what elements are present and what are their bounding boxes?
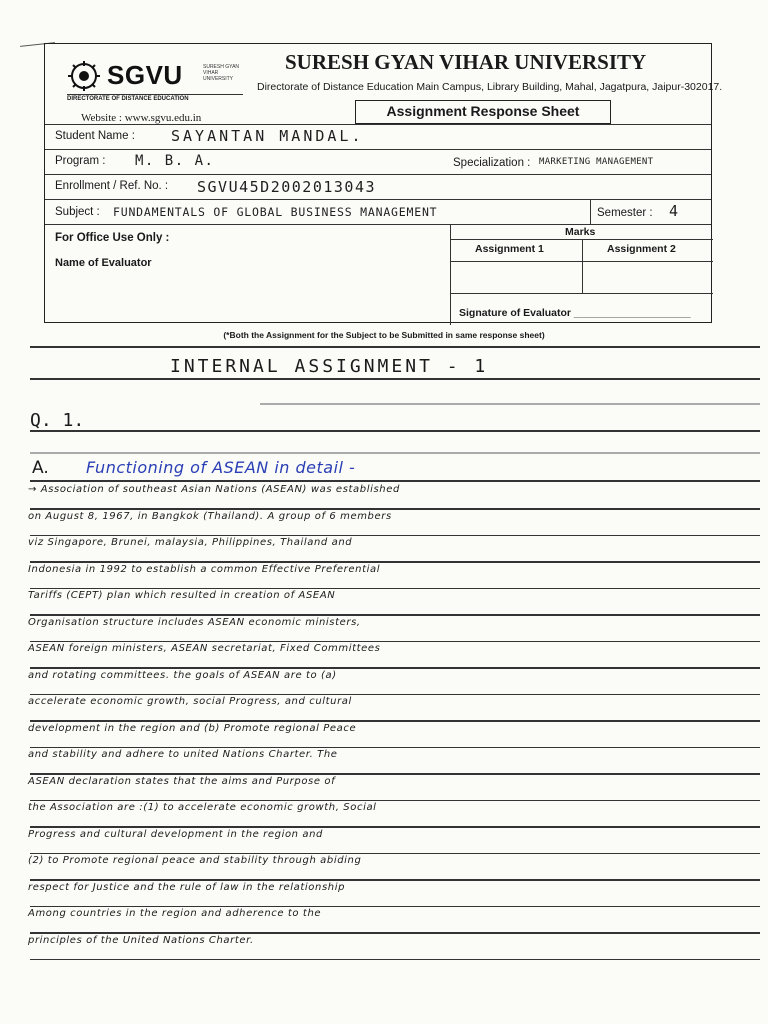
ruled-line xyxy=(30,561,760,563)
answer-line: ASEAN foreign ministers, ASEAN secretariat, Fixed Committees xyxy=(28,643,381,654)
answer-line: → Association of southeast Asian Nations (ASEAN) was established xyxy=(28,484,400,495)
answer-line: principles of the United Nations Charter. xyxy=(28,934,254,946)
ruled-line xyxy=(30,588,760,590)
semester-label: Semester : xyxy=(597,207,653,219)
enrollment-label: Enrollment / Ref. No. : xyxy=(55,180,169,192)
university-title: SURESH GYAN VIHAR UNIVERSITY xyxy=(285,50,647,74)
logo-subtitle: DIRECTORATE OF DISTANCE EDUCATION xyxy=(67,94,243,102)
ruled-line xyxy=(30,826,760,828)
ruled-line xyxy=(30,932,760,934)
ruled-line xyxy=(30,747,760,749)
student-name-label: Student Name : xyxy=(55,130,135,142)
ruled-line xyxy=(30,694,760,696)
answer-line: Among countries in the region and adherence to the xyxy=(28,908,322,919)
ruled-line xyxy=(30,614,760,616)
ruled-line xyxy=(30,853,760,855)
answer-line: development in the region and (b) Promote regional Peace xyxy=(28,722,357,734)
answer-line: on August 8, 1967, in Bangkok (Thailand). A group of 6 members xyxy=(28,510,392,522)
office-use-row xyxy=(45,224,711,324)
assignment1-label: Assignment 1 xyxy=(475,243,544,255)
assignment-title: INTERNAL ASSIGNMENT - 1 xyxy=(170,356,489,377)
sheet-title: Assignment Response Sheet xyxy=(355,100,611,124)
ruled-line xyxy=(30,641,760,643)
office-use-label: For Office Use Only : xyxy=(55,232,170,244)
enrollment-value: SGVU45D2002013043 xyxy=(197,178,377,196)
question-number: Q. 1. xyxy=(30,410,85,431)
ruled-line xyxy=(30,906,760,908)
answer-line: Progress and cultural development in the region and xyxy=(28,828,323,840)
logo-caption: SURESH GYAN VIHAR UNIVERSITY xyxy=(203,64,240,82)
university-logo xyxy=(65,56,245,116)
answer-line: (2) to Promote regional peace and stability through abiding xyxy=(28,855,362,866)
ruled-line xyxy=(30,535,760,537)
website-text: Website : www.sgvu.edu.in xyxy=(81,112,202,124)
ruled-line xyxy=(30,773,760,775)
submission-note: (*Both the Assignment for the Subject to be Submitted in same response sheet) xyxy=(223,330,545,340)
answer-heading: Functioning of ASEAN in detail - xyxy=(86,458,356,477)
marks-label: Marks xyxy=(565,226,596,238)
program-label: Program : xyxy=(55,155,106,167)
semester-value: 4 xyxy=(669,202,680,220)
ruled-line xyxy=(30,879,760,881)
subject-label: Subject : xyxy=(55,206,100,218)
emblem-icon xyxy=(65,60,103,92)
directorate-address: Directorate of Distance Education Main Campus, Library Building, Mahal, Jagatpura, Jaipur-302017. xyxy=(257,81,723,93)
answer-line: accelerate economic growth, social Progress, and cultural xyxy=(28,696,352,707)
specialization-label: Specialization : xyxy=(453,157,531,169)
response-form xyxy=(44,43,723,323)
ruled-line xyxy=(30,959,760,961)
student-name-value: SAYANTAN MANDAL. xyxy=(171,127,364,145)
ruled-line xyxy=(30,508,760,510)
answer-line: viz Singapore, Brunei, malaysia, Philippines, Thailand and xyxy=(28,537,353,548)
ruled-line xyxy=(30,667,760,669)
signature-label: Signature of Evaluator ____________________ xyxy=(459,307,691,319)
answer-line: and rotating committees. the goals of ASEAN are to (a) xyxy=(28,669,337,681)
student-name-row xyxy=(45,124,711,149)
logo-wordmark: SGVU xyxy=(107,60,183,90)
subject-value: FUNDAMENTALS OF GLOBAL BUSINESS MANAGEMENT xyxy=(113,205,438,219)
program-value: M. B. A. xyxy=(135,153,215,169)
answer-marker: A. xyxy=(32,458,49,478)
enrollment-row xyxy=(45,174,711,199)
answer-line: Indonesia in 1992 to establish a common Effective Preferential xyxy=(28,563,381,575)
answer-line: respect for Justice and the rule of law in the relationship xyxy=(28,881,346,893)
subject-row xyxy=(45,199,711,224)
ruled-line xyxy=(30,800,760,802)
answer-line: and stability and adhere to united Nations Charter. The xyxy=(28,749,338,760)
assignment2-label: Assignment 2 xyxy=(607,243,676,255)
form-header xyxy=(45,44,723,126)
answer-line: the Association are :(1) to accelerate economic growth, Social xyxy=(28,802,377,813)
evaluator-label: Name of Evaluator xyxy=(55,257,152,269)
answer-line: Organisation structure includes ASEAN economic ministers, xyxy=(28,616,361,628)
answer-line: Tariffs (CEPT) plan which resulted in creation of ASEAN xyxy=(28,590,336,601)
ruled-line xyxy=(30,720,760,722)
program-row xyxy=(45,149,711,174)
specialization-value: MARKETING MANAGEMENT xyxy=(539,157,654,167)
answer-line: ASEAN declaration states that the aims and Purpose of xyxy=(28,775,336,787)
